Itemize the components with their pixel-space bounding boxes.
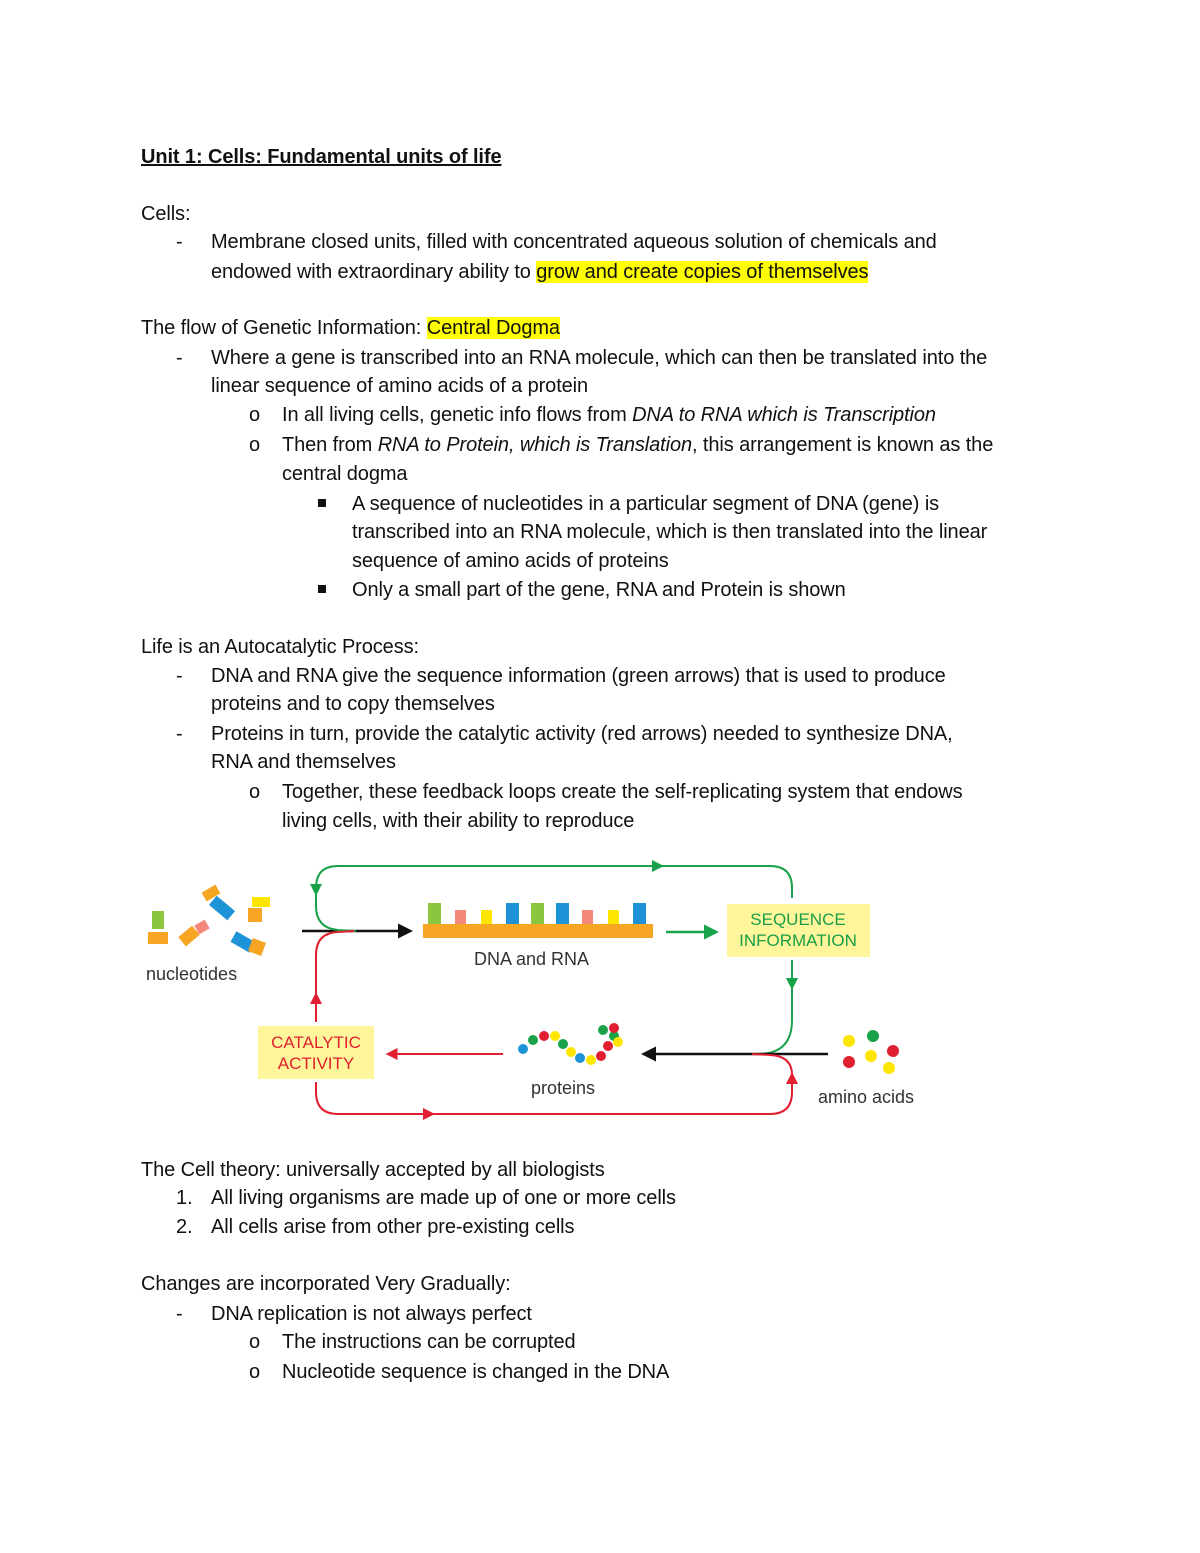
theory-item-1: All living organisms are made up of one or more cells (211, 1187, 676, 1209)
green-feedback-loop-top (316, 866, 792, 931)
dna-strand-icon (423, 903, 653, 938)
red-arrowhead (310, 992, 322, 1004)
dash-bullet: - (176, 1303, 183, 1325)
proteins-label: proteins (531, 1078, 596, 1098)
square-bullet (318, 585, 326, 593)
changes-heading: Changes are incorporated Very Gradually: (141, 1273, 511, 1295)
green-arrow-to-proteins (746, 960, 792, 1054)
flow-sub-bullet-1 (282, 401, 936, 429)
highlighted-text: grow and create copies of themselves (536, 261, 869, 283)
doc-title: Unit 1: Cells: Fundamental units of life (141, 146, 502, 168)
changes-bullet-1: DNA replication is not always perfect (211, 1303, 532, 1325)
life-heading: Life is an Autocatalytic Process: (141, 636, 419, 658)
flow-bullet-line-1: Where a gene is transcribed into an RNA molecule, which can then be translated into the (211, 347, 988, 369)
autocatalytic-diagram (0, 850, 1200, 1130)
amino-acids-icon (843, 1030, 899, 1074)
dash-bullet: - (176, 665, 183, 687)
changes-sub-2: Nucleotide sequence is changed in the DNA (282, 1361, 670, 1383)
flow-tertiary-1-line-3: sequence of amino acids of proteins (352, 550, 669, 572)
dash-bullet: - (176, 347, 183, 369)
square-bullet (318, 499, 326, 507)
flow-sub-text: In all living cells, genetic info flows from (282, 404, 633, 426)
flow-tertiary-1-line-1: A sequence of nucleotides in a particular segment of DNA (gene) is (352, 493, 940, 515)
nucleotides-label: nucleotides (146, 964, 238, 984)
amino-acids-label: amino acids (818, 1087, 915, 1107)
red-arrowhead (423, 1108, 435, 1120)
flow-tertiary-2: Only a small part of the gene, RNA and Protein is shown (352, 579, 846, 601)
proteins-icon (518, 1023, 623, 1065)
flow-bullet-line-2: linear sequence of amino acids of a protein (211, 375, 589, 397)
green-arrowhead (652, 860, 664, 872)
changes-sub-1: The instructions can be corrupted (282, 1331, 576, 1353)
italic-text: RNA to Protein, which is Translation (377, 434, 693, 456)
catalytic-label-line-2: ACTIVITY (277, 1054, 355, 1073)
highlighted-text: Central Dogma (426, 317, 560, 339)
life-sub-1-line-2: living cells, with their ability to reproduce (282, 810, 635, 832)
flow-tertiary-1-line-2: transcribed into an RNA molecule, which is then translated into the linear (352, 521, 988, 543)
italic-text: DNA to RNA which is Transcription (632, 404, 936, 426)
green-arrowhead (786, 978, 798, 990)
nucleotides-icon (148, 885, 270, 956)
flow-sub-text: Then from (282, 434, 378, 456)
circle-bullet: o (249, 404, 261, 426)
circle-bullet: o (249, 1361, 261, 1383)
flow-heading-text: The flow of Genetic Information: (141, 317, 427, 339)
theory-item-2: All cells arise from other pre-existing cells (211, 1216, 575, 1238)
dash-bullet: - (176, 231, 183, 253)
cells-heading: Cells: (141, 203, 191, 225)
life-sub-1-line-1: Together, these feedback loops create the self-replicating system that endows (282, 781, 963, 803)
life-bullet-2-line-2: RNA and themselves (211, 751, 396, 773)
circle-bullet: o (249, 781, 261, 803)
dna-rna-label: DNA and RNA (474, 949, 590, 969)
flow-sub-bullet-2 (282, 431, 993, 459)
circle-bullet: o (249, 1331, 261, 1353)
life-bullet-1-line-2: proteins and to copy themselves (211, 693, 495, 715)
red-arrowhead (786, 1072, 798, 1084)
cells-bullet-text: endowed with extraordinary ability to (211, 261, 537, 283)
cells-bullet-line-1: Membrane closed units, filled with concentrated aqueous solution of chemicals and (211, 231, 937, 253)
green-arrowhead (310, 884, 322, 896)
red-arrow-to-dna (316, 931, 354, 1022)
theory-heading: The Cell theory: universally accepted by all biologists (141, 1159, 605, 1181)
cells-bullet-line-2 (211, 258, 868, 286)
life-bullet-2-line-1: Proteins in turn, provide the catalytic activity (red arrows) needed to synthesize DNA, (211, 723, 953, 745)
flow-sub-bullet-2-cont: central dogma (282, 463, 408, 485)
dash-bullet: - (176, 723, 183, 745)
flow-sub-text: , this arrangement is known as the (692, 434, 994, 456)
catalytic-label-line-1: CATALYTIC (271, 1033, 361, 1052)
flow-heading (141, 314, 560, 342)
sequence-label-line-2: INFORMATION (739, 931, 857, 950)
life-bullet-1-line-1: DNA and RNA give the sequence information (green arrows) that is used to produce (211, 665, 946, 687)
sequence-label-line-1: SEQUENCE (750, 910, 846, 929)
number-marker: 1. (176, 1187, 193, 1209)
number-marker: 2. (176, 1216, 193, 1238)
circle-bullet: o (249, 434, 261, 456)
